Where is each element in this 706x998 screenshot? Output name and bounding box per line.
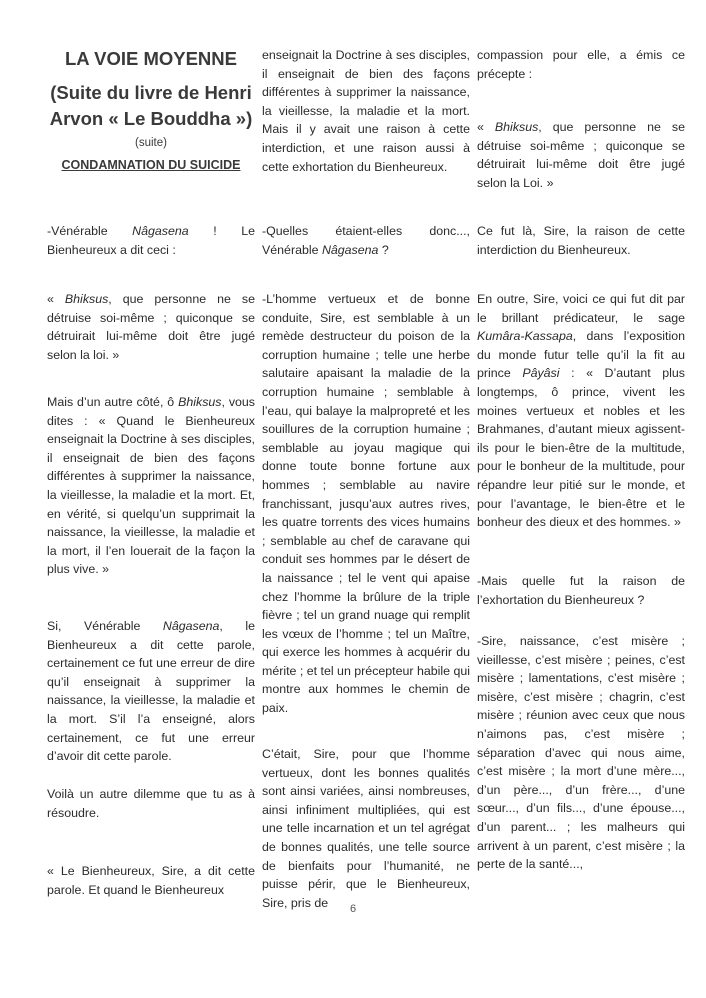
paragraph: « Bhiksus, que personne ne se détruise soi-même ; quiconque se détruirait lui-même doit être jugé selon la loi. » [47,292,255,362]
suite-label: (suite) [135,137,167,149]
page-title: LA VOIE MOYENNE [64,48,237,69]
page-number: 6 [349,903,357,915]
paragraph: -Sire, naissance, c’est misère ; vieillesse, c’est misère ; peines, c’est misère ; lamentations, c’est misère ; misère, c’est misère ; chagrin, c’est misère ; réunion avec ceux que nous n’aimons pas, c’est misère ; séparation d’avec qui nous aime, c’est misère ; la mort d’une mère..., d’un père..., d’un frère..., d’une sœur..., d’un fils..., d’une épouse..., d’un parent... ; les malheurs qui arrivent à un parent, c’est misère ; la perte de la santé..., [477,634,685,872]
paragraph: « Le Bienheureux, Sire, a dit cette parole. Et quand le Bienheureux [47,864,255,897]
paragraph: enseignait la Doctrine à ses disciples, il enseignait de bien des façons différentes à supprimer la naissance, la vieillesse, la maladie et la mort. Mais il y avait une raison à cette interdiction, et une raison aussi à cette exhortation du Bienheureux. [262,48,470,174]
paragraph: compassion pour elle, a émis ce précepte : [477,48,685,81]
paragraph: C’était, Sire, pour que l’homme vertueux, dont les bonnes qualités sont ainsi variées, ainsi nombreuses, ainsi infiniment multipliées, qui est une telle incarnation et un tel agrégat de bonnes qualités, une telle source de bienfaits pour l’humanité, ne puisse périr, que le Bienheureux, Sire, pris de [262,747,470,910]
paragraph: -Quelles étaient-elles donc..., Vénérable Nâgasena ? [262,224,470,257]
paragraph: « Bhiksus, que personne ne se détruise soi-même ; quiconque se détruirait lui-même doit être jugé selon la Loi. » [477,120,685,190]
paragraph: Ce fut là, Sire, la raison de cette interdiction du Bienheureux. [477,224,685,257]
article-header [47,46,255,174]
paragraph: -Mais quelle fut la raison de l’exhortation du Bienheureux ? [477,574,685,607]
paragraph: Voilà un autre dilemme que tu as à résoudre. [47,787,255,820]
section-heading: CONDAMNATION DU SUICIDE [61,158,241,172]
paragraph: -Vénérable Nâgasena ! Le Bienheureux a dit ceci : [47,224,255,257]
paragraph: -L’homme vertueux et de bonne conduite, Sire, est semblable à un remède destructeur du poison de la corruption humaine ; telle une herbe salutaire apaisant la maladie de la corruption humaine ; semblable à l’eau, qui balaye la malpropreté et les souillures de la corruption humaine ; semblable au joyau magique qui donne toute bonne fortune aux hommes ; semblable au navire franchissant, jusqu’aux autres rives, les quatre torrents des vices humains ; semblable au chef de caravane qui conduit ses hommes par le désert de la naissance ; tel le vent qui apaise chez l’homme la brûlure de la triple fièvre ; tel un grand nuage qui remplit les vœux de l’homme ; tel un Maître, qui exerce les hommes à acquérir du mérite ; et tel un précepteur habile qui montre aux hommes le chemin de paix. [262,292,471,716]
subtitle: (Suite du livre de Henri Arvon « Le Bouddha ») [49,82,253,129]
paragraph: Mais d’un autre côté, ô Bhiksus, vous dites : « Quand le Bienheureux enseignait la Doctrine à ses disciples, il enseignait de bien des façons différentes à supprimer la naissance, la vieillesse, la maladie et la mort. Et, en vérité, si quelqu’un supprimait la naissance, la vieillesse, la maladie et la mort, il l’en louerait de la façon la plus vive. » [47,395,256,577]
paragraph: En outre, Sire, voici ce qui fut dit par le brillant prédicateur, le sage Kumâra-Kassapa, dans l’exposition du monde futur telle qu’il la fit au prince Pâyâsi : « D’autant plus longtemps, ô prince, vivent les moines vertueux et nobles et les Brahmanes, d’autant mieux agissent-ils pour le bien-être de la multitude, pour le bonheur de la multitude, pour répandre leur pitié sur le monde, et pour l’avantage, le bien-être et le bonheur des dieux et des hommes. » [477,292,685,530]
paragraph: Si, Vénérable Nâgasena, le Bienheureux a dit cette parole, certainement ce fut une erreur de dire qu’il enseignait à supprimer la naissance, la vieillesse, la maladie et la mort. S’il l’a enseigné, alors certainement, ce fut une erreur d’avoir dit cette parole. [47,619,255,764]
